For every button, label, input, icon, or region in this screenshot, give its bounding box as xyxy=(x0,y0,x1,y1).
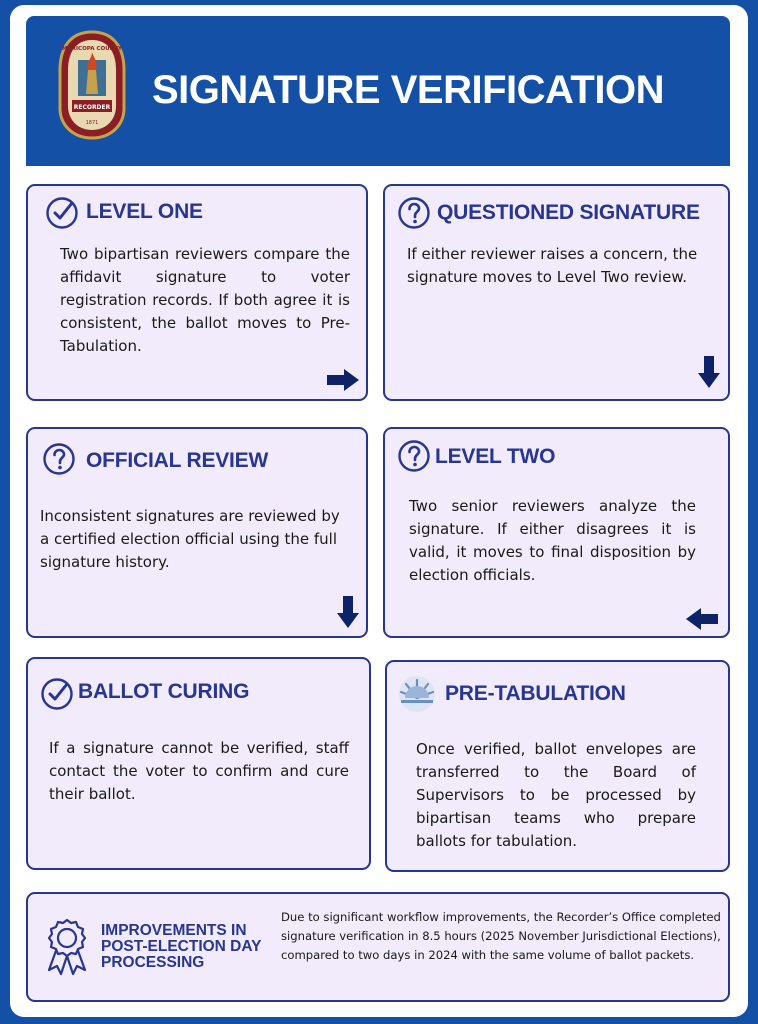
svg-text:1871: 1871 xyxy=(85,120,99,126)
card-ballot-curing xyxy=(26,657,371,870)
sunburst-icon xyxy=(397,674,437,714)
card-body-pre-tabulation: Once verified, ballot envelopes are transferred to the Board of Supervisors to be processed by bipartisan teams who prepare ballots for tabulation. xyxy=(416,740,696,850)
card-official-review xyxy=(26,427,368,638)
question-circle-icon xyxy=(397,439,431,473)
card-pre-tabulation xyxy=(385,660,730,872)
card-title-official-review: OFFICIAL REVIEW xyxy=(86,449,269,472)
card-title-level-one: LEVEL ONE xyxy=(86,200,203,223)
card-level-one xyxy=(26,184,368,401)
card-body-level-one: Two bipartisan reviewers compare the affidavit signature to voter registration records. If both agree it is consistent, the ballot moves to Pre-Tabulation. xyxy=(60,245,350,355)
improvements-panel xyxy=(26,892,730,1002)
card-body-official-review: Inconsistent signatures are reviewed by a certified election official using the full signature history. xyxy=(40,507,340,571)
arrow-left-icon xyxy=(685,607,719,631)
page-title: SIGNATURE VERIFICATION xyxy=(152,68,664,112)
card-body-ballot-curing: If a signature cannot be verified, staff contact the voter to confirm and cure their ballot. xyxy=(49,739,349,803)
checkmark-circle-icon xyxy=(45,196,79,230)
card-body-questioned-signature: If either reviewer raises a concern, the signature moves to Level Two review. xyxy=(407,245,698,286)
card-questioned-signature xyxy=(383,184,730,401)
card-body-level-two: Two senior reviewers analyze the signature. If either disagrees it is valid, it moves to final disposition by election officials. xyxy=(409,497,696,584)
improvements-heading: IMPROVEMENTS IN POST-ELECTION DAY PROCESSING xyxy=(101,922,262,971)
checkmark-circle-icon xyxy=(40,677,74,711)
card-title-level-two: LEVEL TWO xyxy=(435,445,556,468)
arrow-down-icon xyxy=(336,595,360,629)
arrow-right-icon xyxy=(326,368,360,392)
svg-text:MARICOPA COUNTY: MARICOPA COUNTY xyxy=(62,46,122,52)
recorder-logo xyxy=(58,30,126,140)
card-level-two xyxy=(383,427,730,638)
question-circle-icon xyxy=(42,442,76,476)
card-title-pre-tabulation: PRE-TABULATION xyxy=(445,682,626,705)
card-title-ballot-curing: BALLOT CURING xyxy=(78,680,250,703)
svg-text:RECORDER: RECORDER xyxy=(73,104,111,111)
award-ribbon-icon xyxy=(45,918,89,976)
improvements-body: Due to significant workflow improvements, the Recorder’s Office completed signature verification in 8.5 hours (2025 November Jurisdictional Elections), compared to two days in 2024 with the same volume of ballot packets. xyxy=(281,910,721,962)
header-banner xyxy=(26,16,730,166)
card-title-questioned-signature: QUESTIONED SIGNATURE xyxy=(437,201,700,224)
question-circle-icon xyxy=(397,196,431,230)
arrow-down-icon xyxy=(697,355,721,389)
